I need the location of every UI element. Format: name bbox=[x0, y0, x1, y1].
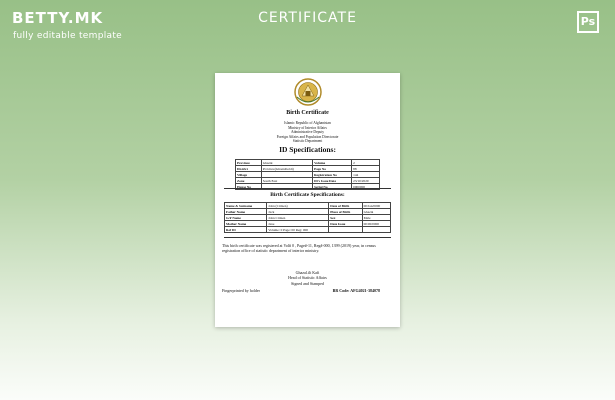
issuer-line: Statistic Department bbox=[292, 139, 323, 143]
signatory-name: Ghazal.ilt Kafi bbox=[295, 270, 320, 275]
tagline: fully editable template bbox=[13, 31, 122, 41]
cell-label: Serial No bbox=[313, 184, 352, 190]
cell-label: Date Issue bbox=[329, 221, 362, 227]
issuer-line: Islamic Republic of Afghanistan bbox=[284, 121, 331, 125]
cell-value: Ghazni bbox=[362, 209, 390, 215]
cell-label: Sex bbox=[329, 215, 362, 221]
issuer-line: Foreign Affairs and Population Directorate bbox=[276, 134, 339, 139]
birth-spec-title: Birth Certificate Specifications: bbox=[270, 192, 345, 198]
issuer-line: Administrative Deputy bbox=[290, 130, 325, 134]
cell-label: Name & Surname bbox=[225, 203, 267, 209]
cell-label bbox=[329, 227, 362, 233]
cell-label: House No bbox=[236, 184, 262, 190]
id-spec-table bbox=[235, 159, 380, 190]
birth-spec-table bbox=[224, 202, 391, 233]
cell-label: Village bbox=[236, 172, 262, 178]
cell-label: Volume bbox=[313, 160, 352, 166]
id-spec-title: ID Specifications: bbox=[279, 145, 336, 154]
brand-logo: BETTY.MK bbox=[12, 9, 104, 27]
cell-value: Jack bbox=[267, 209, 329, 215]
cell-value: Jane bbox=[267, 221, 329, 227]
cell-value: Male bbox=[362, 215, 390, 221]
cell-label: Mother Name bbox=[225, 221, 267, 227]
divider bbox=[224, 188, 391, 189]
cell-label: Place of Birth bbox=[329, 209, 362, 215]
cell-value: 00/Jan/0000 bbox=[362, 203, 390, 209]
photoshop-icon: Ps bbox=[577, 11, 599, 33]
registration-paragraph: This birth certificate was registered at Vol# 0 , Page#-11, Reg#-000, 1399 (2019) year, in census registration office of statistic department of interior ministry. bbox=[222, 243, 376, 254]
cell-value: Province(Ghazniboldi) bbox=[261, 166, 312, 172]
cell-label: Father Name bbox=[225, 209, 267, 215]
cell-label: ID's Issue Date bbox=[313, 178, 352, 184]
cell-value: 0000000 bbox=[352, 184, 380, 190]
cell-label: Date of Birth bbox=[329, 203, 362, 209]
certificate-title: Birth Certificate bbox=[286, 110, 329, 116]
cell-label: District bbox=[236, 166, 262, 172]
cell-value: John (Citizen) bbox=[267, 203, 329, 209]
cell-value: 88 bbox=[352, 166, 380, 172]
emblem-seal-icon bbox=[293, 77, 323, 107]
cell-label: Ref ID bbox=[225, 227, 267, 233]
cell-label: Registration No bbox=[313, 172, 352, 178]
fingerprint-note: Fingerprinted by holder bbox=[222, 288, 260, 293]
signatory-title: Head of Statistic Affairs bbox=[288, 275, 327, 280]
cell-label: Zone bbox=[236, 178, 262, 184]
cell-value: John Citizen bbox=[267, 215, 329, 221]
cell-label: G/F Name bbox=[225, 215, 267, 221]
barcode-text: BR Code: AFG4021-384078 bbox=[332, 288, 380, 293]
cell-value: 23/10/2020 bbox=[352, 178, 380, 184]
table-row bbox=[225, 227, 391, 233]
signed-stamped: Signed and Stamped bbox=[291, 281, 324, 286]
issuer-line: Ministry of Interior Affairs bbox=[288, 125, 327, 130]
divider bbox=[224, 237, 391, 238]
cell-value: Ghazni bbox=[261, 160, 312, 166]
cell-label: Province bbox=[236, 160, 262, 166]
cell-value bbox=[362, 227, 390, 233]
cell-value: 00/00/0000 bbox=[362, 221, 390, 227]
cell-value: South East bbox=[261, 178, 312, 184]
cell-label: Page No bbox=[313, 166, 352, 172]
cell-value: 2 bbox=[352, 160, 380, 166]
certificate-document bbox=[215, 73, 400, 327]
cell-value: 144 bbox=[352, 172, 380, 178]
page-title: CERTIFICATE bbox=[258, 10, 357, 26]
cell-value: Volume: 0 Page: 00 Reg: 000 bbox=[267, 227, 329, 233]
